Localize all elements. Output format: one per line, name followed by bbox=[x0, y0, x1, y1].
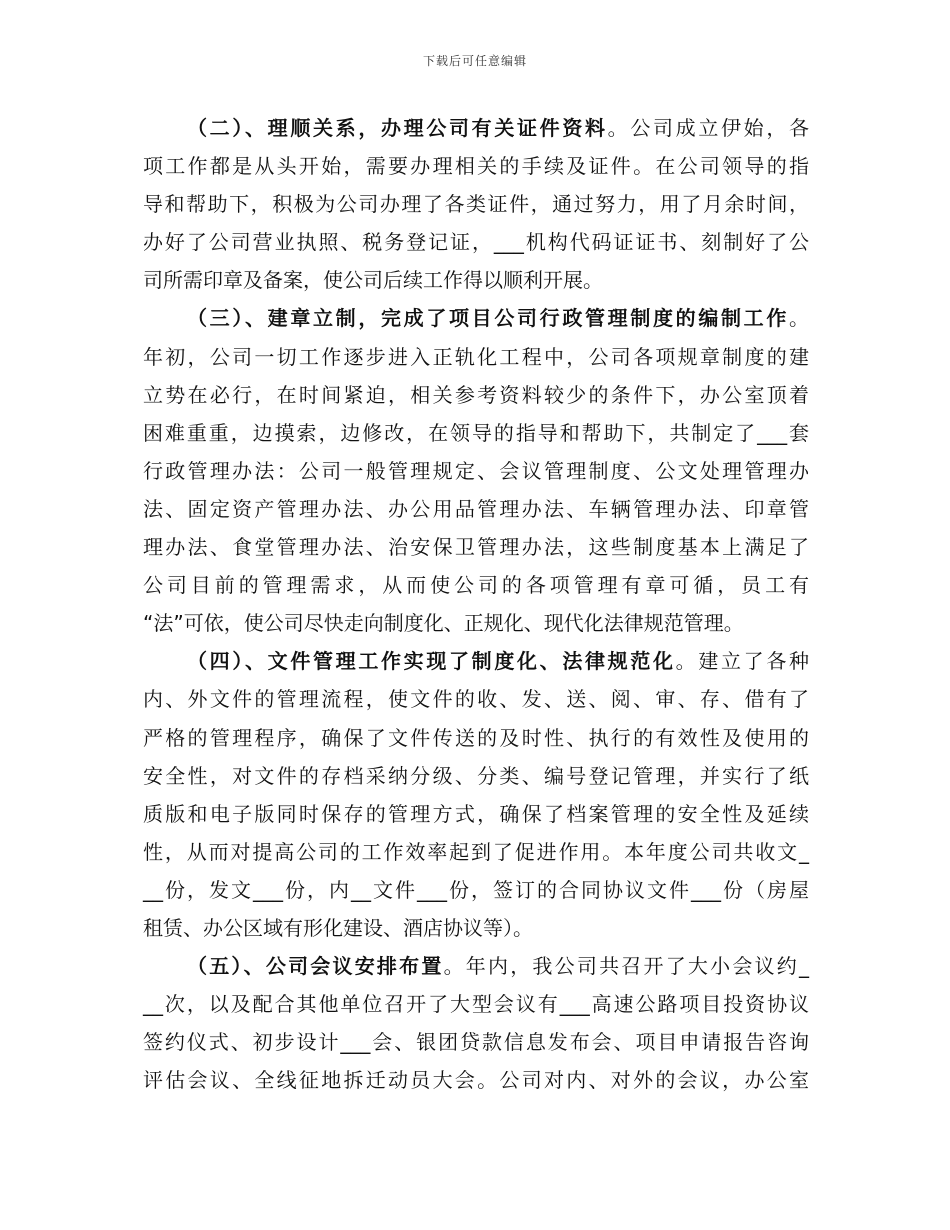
paragraph-2 bbox=[143, 109, 809, 299]
paragraph-line: 内、外文件的管理流程，使文件的收、发、送、阅、审、存、借有了 bbox=[143, 687, 809, 712]
paragraph-5 bbox=[143, 947, 809, 1099]
paragraph-line: 法、固定资产管理办法、办公用品管理办法、车辆管理办法、印章管 bbox=[143, 496, 809, 521]
paragraph-line: 年初，公司一切工作逐步进入正轨化工程中，公司各项规章制度的建 bbox=[143, 344, 809, 369]
paragraph-line: 司所需印章及备案，使公司后续工作得以顺利开展。 bbox=[143, 268, 603, 293]
paragraph-line: __份，发文___份，内__文件___份，签订的合同协议文件___份（房屋 bbox=[143, 877, 809, 902]
paragraph-heading: （五）、公司会议安排布置 bbox=[187, 954, 444, 979]
paragraph-line bbox=[143, 109, 809, 147]
paragraph-text: 。公司成立伊始，各 bbox=[607, 116, 810, 140]
paragraph-4 bbox=[143, 642, 809, 947]
paragraph-line: 立势在必行，在时间紧迫，相关参考资料较少的条件下，办公室顶着 bbox=[143, 382, 809, 407]
paragraph-line: 评估会议、全线征地拆迁动员大会。公司对内、对外的会议，办公室 bbox=[143, 1068, 809, 1093]
paragraph-text: 。 bbox=[789, 306, 809, 331]
paragraph-line: 性，从而对提高公司的工作效率起到了促进作用。本年度公司共收文_ bbox=[143, 839, 809, 864]
document-body bbox=[143, 109, 809, 1099]
paragraph-text: 。建立了各种 bbox=[675, 649, 810, 674]
paragraph-3 bbox=[143, 299, 809, 642]
paragraph-line bbox=[143, 947, 809, 985]
paragraph-text: 。年内，我公司共召开了大小会议约_ bbox=[443, 954, 810, 979]
paragraph-line: 安全性，对文件的存档采纳分级、分类、编号登记管理，并实行了纸 bbox=[143, 763, 809, 788]
page-header: 下载后可任意编辑 bbox=[422, 54, 527, 68]
paragraph-line: 质版和电子版同时保存的管理方式，确保了档案管理的安全性及延续 bbox=[143, 801, 809, 826]
paragraph-line: 困难重重，边摸索，边修改，在领导的指导和帮助下，共制定了___套 bbox=[143, 420, 809, 445]
paragraph-line: 办好了公司营业执照、税务登记证，___机构代码证证书、刻制好了公 bbox=[143, 230, 809, 255]
paragraph-line: 理办法、食堂管理办法、治安保卫管理办法，这些制度基本上满足了 bbox=[143, 535, 809, 560]
paragraph-line: 行政管理办法：公司一般管理规定、会议管理制度、公文处理管理办 bbox=[143, 458, 809, 483]
paragraph-line bbox=[143, 299, 809, 337]
paragraph-heading: （四）、文件管理工作实现了制度化、法律规范化 bbox=[187, 649, 676, 674]
paragraph-line: 签约仪式、初步设计___会、银团贷款信息发布会、项目申请报告咨询 bbox=[143, 1030, 809, 1055]
paragraph-heading: （二）、理顺关系，办理公司有关证件资料 bbox=[187, 116, 608, 140]
paragraph-heading: （三）、建章立制，完成了项目公司行政管理制度的编制工作 bbox=[187, 306, 789, 331]
paragraph-line: 租赁、办公区域有形化建设、酒店协议等）。 bbox=[143, 915, 533, 940]
paragraph-line: “法”可依，使公司尽快走向制度化、正规化、现代化法律规范管理。 bbox=[143, 611, 744, 636]
paragraph-line: __次，以及配合其他单位召开了大型会议有___高速公路项目投资协议 bbox=[143, 992, 809, 1017]
paragraph-line: 严格的管理程序，确保了文件传送的及时性、执行的有效性及使用的 bbox=[143, 725, 809, 750]
paragraph-line bbox=[143, 642, 809, 680]
paragraph-line: 项工作都是从头开始，需要办理相关的手续及证件。在公司领导的指 bbox=[143, 154, 809, 179]
paragraph-line: 公司目前的管理需求，从而使公司的各项管理有章可循，员工有 bbox=[143, 573, 809, 598]
paragraph-line: 导和帮助下，积极为公司办理了各类证件，通过努力，用了月余时间， bbox=[143, 192, 809, 217]
